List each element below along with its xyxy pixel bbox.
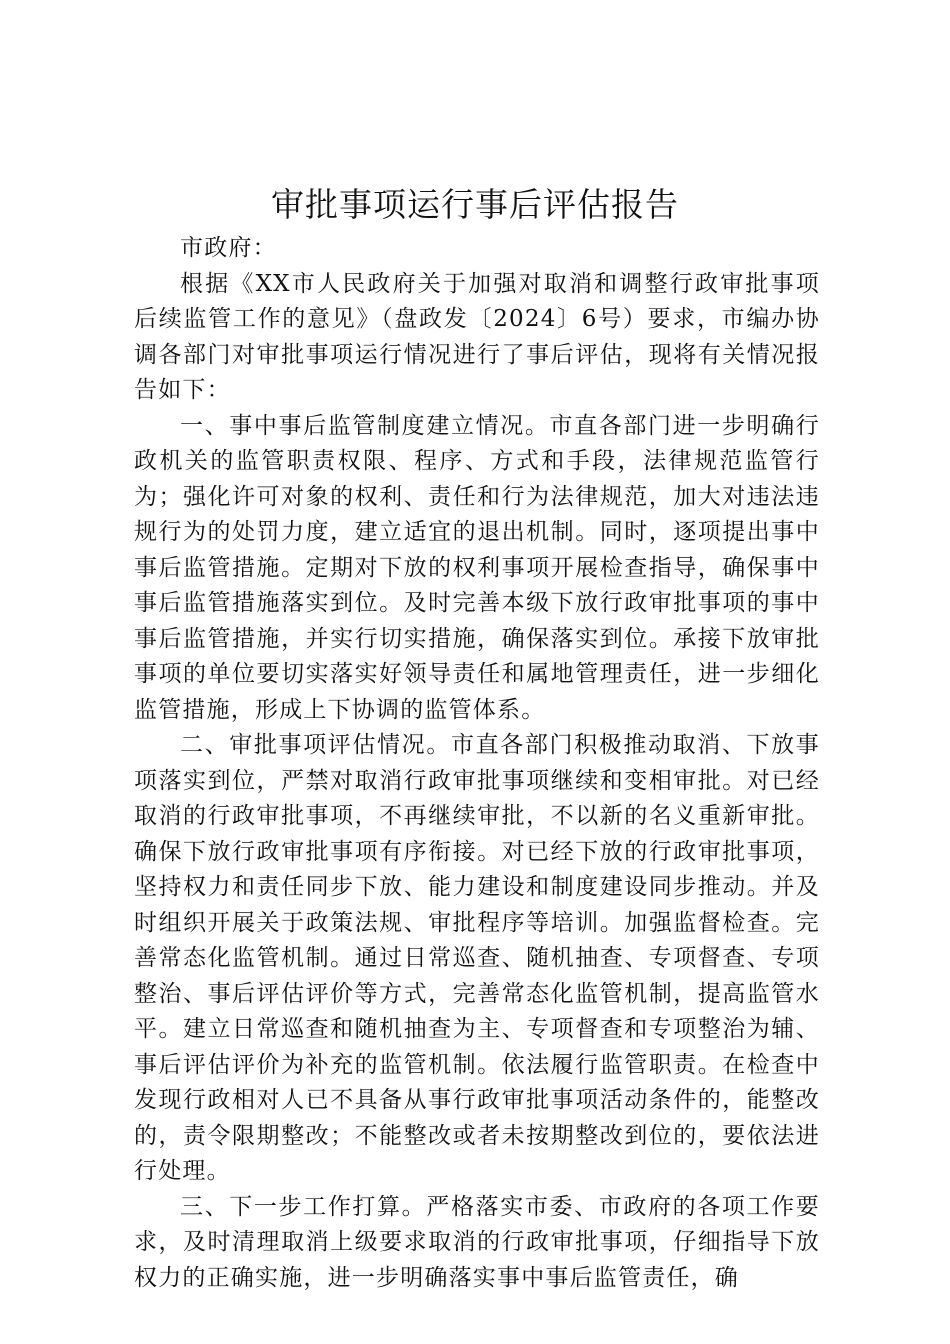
- document-title: 审批事项运行事后评估报告: [271, 185, 679, 224]
- paragraph-section-1: 一、事中事后监管制度建立情况。市直各部门进一步明确行政机关的监管职责权限、程序、方式和手段，法律规范监管行为；强化许可对象的权利、责任和行为法律规范，加大对违法违规行为的处罚力度，建立适宜的退出机制。同时，逐项提出事中事后监管措施。定期对下放的权利事项开展检查指导，确保事中事后监管措施落实到位。及时完善本级下放行政审批事项的事中事后监管措施，并实行切实措施，确保落实到位。承接下放审批事项的单位要切实落实好领导责任和属地管理责任，进一步细化监管措施，形成上下协调的监管体系。: [134, 412, 820, 723]
- paragraph-section-2: 二、审批事项评估情况。市直各部门积极推动取消、下放事项落实到位，严禁对取消行政审批事项继续和变相审批。对已经取消的行政审批事项，不再继续审批，不以新的名义重新审批。确保下放行政审批事项有序衔接。对已经下放的行政审批事项，坚持权力和责任同步下放、能力建设和制度建设同步推动。并及时组织开展关于政策法规、审批程序等培训。加强监督检查。完善常态化监管机制。通过日常巡查、随机抽查、专项督查、专项整治、事后评估评价等方式，完善常态化监管机制，提高监管水平。建立日常巡查和随机抽查为主、专项督查和专项整治为辅、事后评估评价为补充的监管机制。依法履行监管职责。在检查中发现行政相对人已不具备从事行政审批事项活动条件的，能整改的，责令限期整改；不能整改或者未按期整改到位的，要依法进行处理。: [134, 732, 820, 1184]
- paragraph-intro: 根据《XX市人民政府关于加强对取消和调整行政审批事项后续监管工作的意见》（盘政发〔2024〕6号）要求，市编办协调各部门对审批事项运行情况进行了事后评估，现将有关情况报告如下：: [134, 270, 820, 403]
- paragraph-section-3: 三、下一步工作打算。严格落实市委、市政府的各项工作要求，及时清理取消上级要求取消的行政审批事项，仔细指导下放权力的正确实施，进一步明确落实事中事后监管责任，确: [134, 1193, 820, 1291]
- salutation: 市政府：: [180, 235, 277, 261]
- document-body: [134, 231, 820, 1296]
